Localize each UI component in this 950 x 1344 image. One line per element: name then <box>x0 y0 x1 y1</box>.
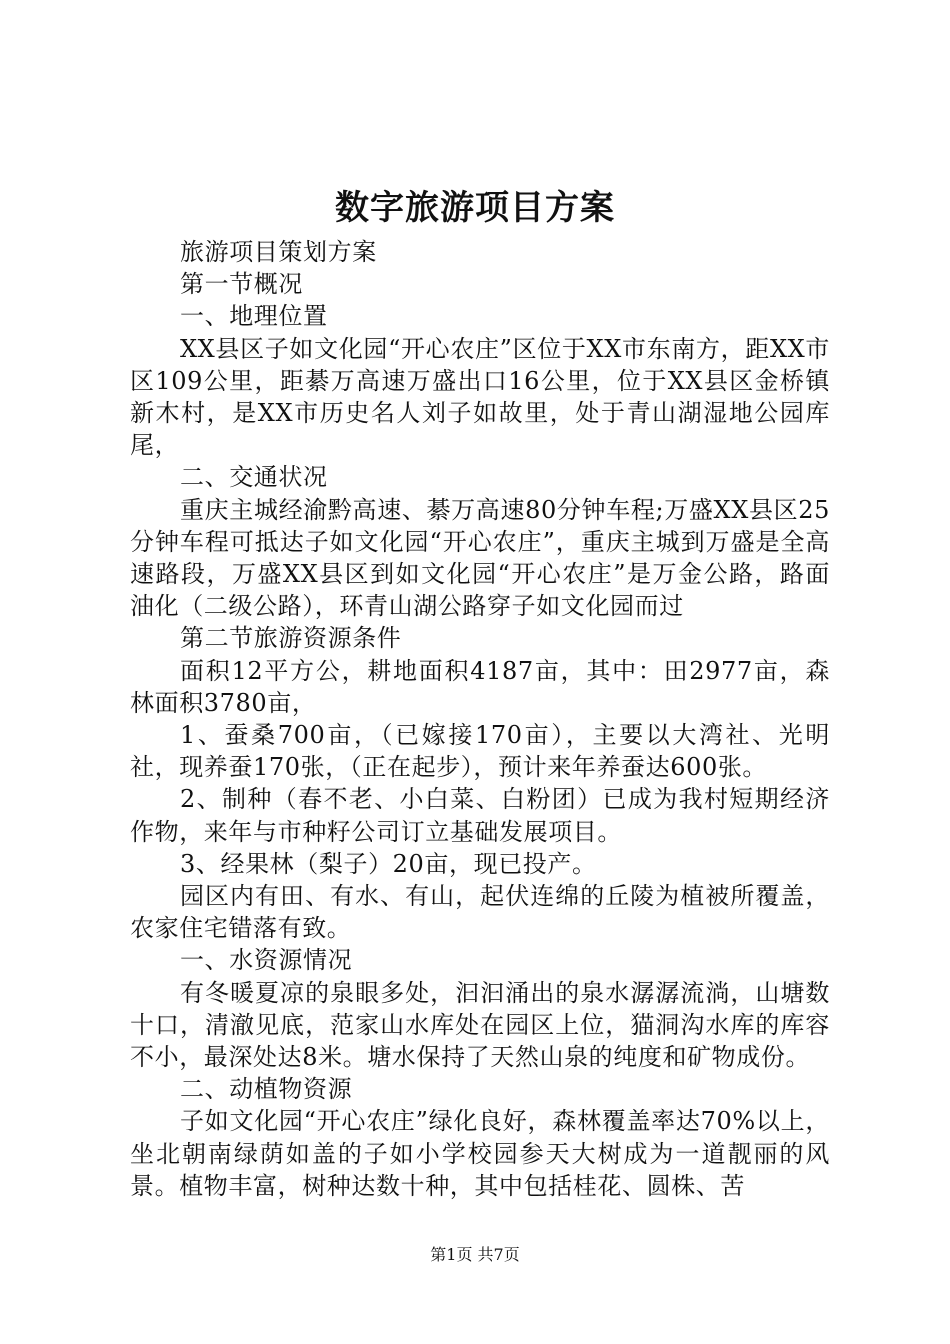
paragraph: 第二节旅游资源条件 <box>180 624 402 653</box>
paragraph: 重庆主城经渝黔高速、綦万高速80分钟车程;万盛XX县区25分钟车程可抵达子如文化园“开心农庄”，重庆主城到万盛是全高速路段，万盛XX县区到如文化园“开心农庄”是万金公路，路面油化（二级公路），环青山湖公路穿子如文化园而过 <box>130 495 830 621</box>
paragraph: 一、水资源情况 <box>180 946 353 975</box>
paragraph: 第一节概况 <box>180 270 303 299</box>
paragraph: 一、地理位置 <box>180 302 328 331</box>
document-title: 数字旅游项目方案 <box>335 188 615 228</box>
paragraph: 有冬暖夏凉的泉眼多处，汩汩涌出的泉水潺潺流淌，山塘数十口，清澈见底，范家山水库处在园区上位，猫洞沟水库的库容不小，最深处达8米。塘水保持了天然山泉的纯度和矿物成份。 <box>130 978 830 1072</box>
paragraph: 2、制种（春不老、小白菜、白粉团）已成为我村短期经济作物，来年与市种籽公司订立基础发展项目。 <box>130 785 830 846</box>
paragraph: 3、经果林（梨子）20亩，现已投产。 <box>180 849 597 878</box>
paragraph: 面积12平方公，耕地面积4187亩，其中：田2977亩，森林面积3780亩， <box>130 656 830 717</box>
page-indicator: 第1页 共7页 <box>430 1245 520 1264</box>
paragraph: XX县区子如文化园“开心农庄”区位于XX市东南方，距XX市区109公里，距綦万高速万盛出口16公里，位于XX县区金桥镇新木村，是XX市历史名人刘子如故里，处于青山湖湿地公园库尾， <box>130 334 830 460</box>
paragraph: 1、蚕桑700亩，（已嫁接170亩），主要以大湾社、光明社，现养蚕170张，（正在起步），预计来年养蚕达600张。 <box>130 721 830 782</box>
paragraph: 二、动植物资源 <box>180 1075 353 1104</box>
document-body <box>130 236 830 1202</box>
paragraph: 二、交通状况 <box>180 463 328 492</box>
paragraph: 子如文化园“开心农庄”绿化良好，森林覆盖率达70%以上，坐北朝南绿荫如盖的子如小学校园参天大树成为一道靓丽的风景。植物丰富，树种达数十种，其中包括桂花、圆株、苦 <box>130 1107 830 1200</box>
paragraph: 旅游项目策划方案 <box>180 238 377 266</box>
paragraph: 园区内有田、有水、有山，起伏连绵的丘陵为植被所覆盖，农家住宅错落有致。 <box>130 882 830 943</box>
